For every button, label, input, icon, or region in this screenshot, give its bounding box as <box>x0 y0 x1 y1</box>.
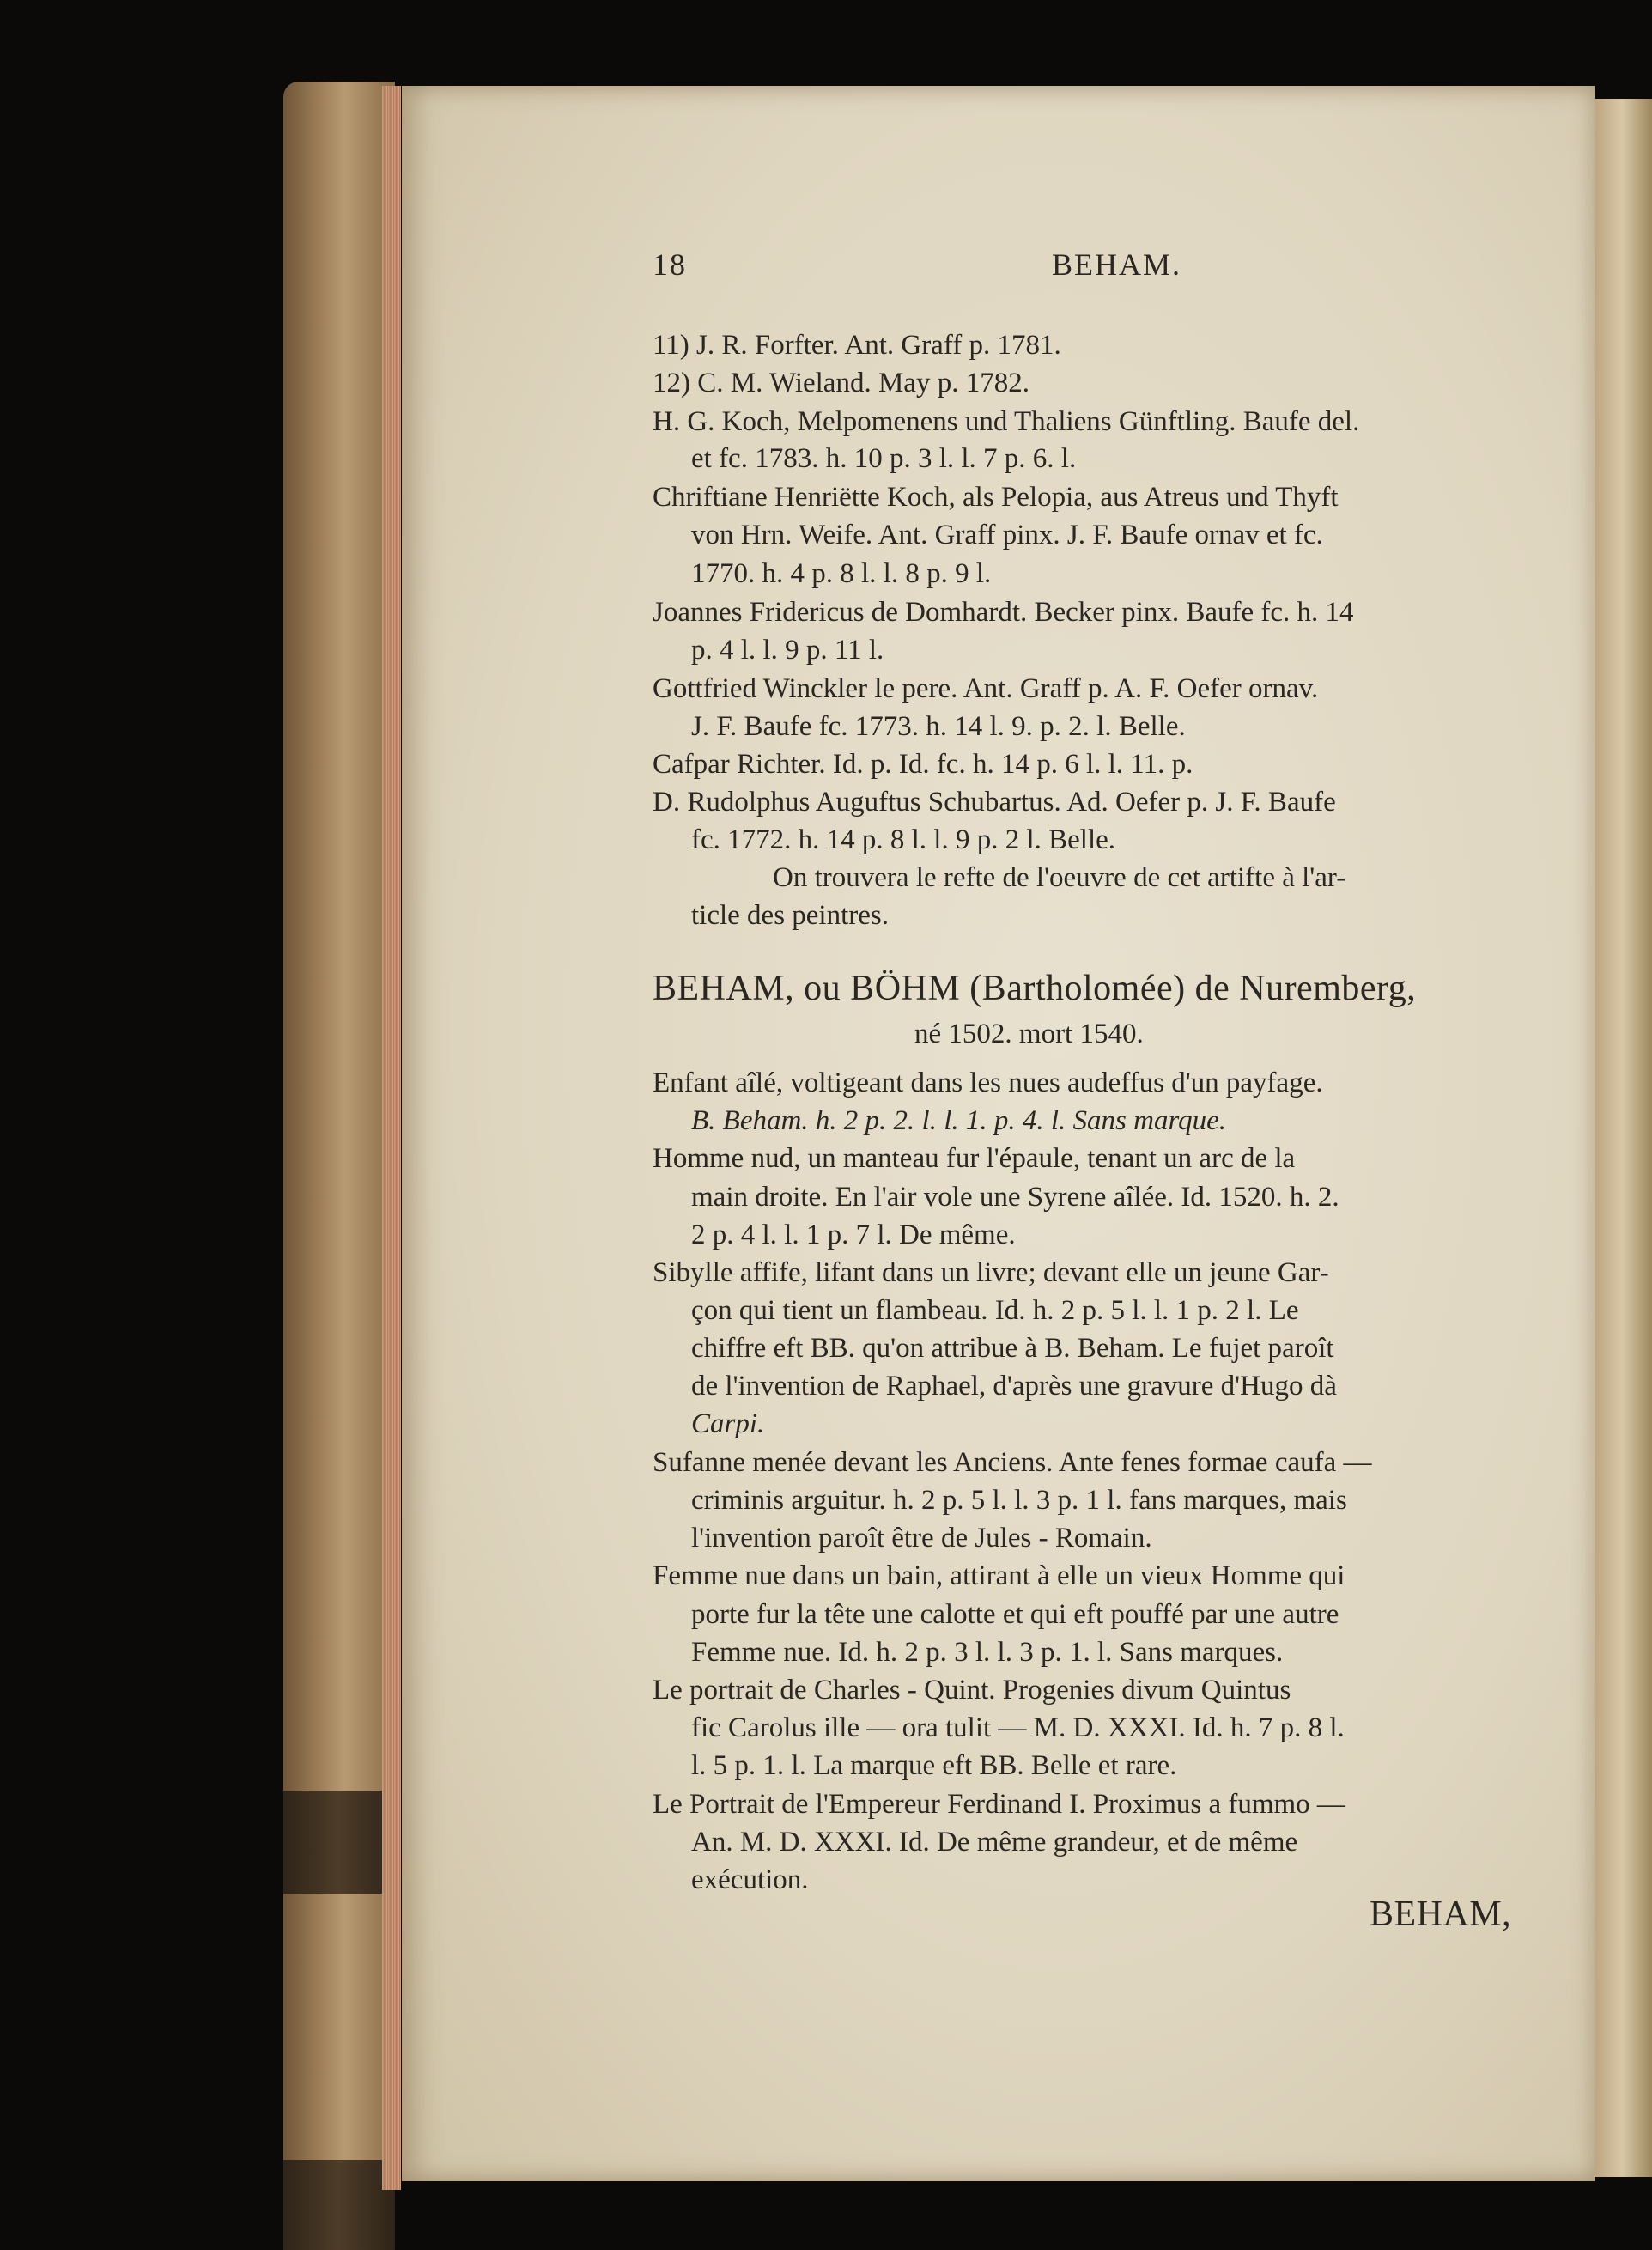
text-line: l'invention paroît être de Jules - Romain. <box>691 1523 1152 1554</box>
text-line: chiffre eft BB. qu'on attribue à B. Beham. Le fujet paroît <box>691 1333 1334 1364</box>
text-line: porte fur la tête une calotte et qui eft pouffé par une autre <box>691 1599 1339 1630</box>
text-line: 11) J. R. Forfter. Ant. Graff p. 1781. <box>653 330 1061 361</box>
text-line: çon qui tient un flambeau. Id. h. 2 p. 5 l. l. 1 p. 2 l. Le <box>691 1295 1299 1326</box>
running-title: BEHAM. <box>1052 247 1182 282</box>
text-line: de l'invention de Raphael, d'après une gravure d'Hugo dà <box>691 1371 1337 1402</box>
text-line: 1770. h. 4 p. 8 l. l. 8 p. 9 l. <box>691 558 992 589</box>
section-subheading: né 1502. mort 1540. <box>914 1019 1144 1049</box>
text-line: Joannes Fridericus de Domhardt. Becker pinx. Baufe fc. h. 14 <box>653 597 1354 628</box>
text-line: Sufanne menée devant les Anciens. Ante fenes formae caufa — <box>653 1447 1372 1478</box>
text-line: An. M. D. XXXI. Id. De même grandeur, et de même <box>691 1827 1298 1858</box>
text-line: Carpi. <box>691 1408 765 1439</box>
facing-page-edge <box>1593 99 1652 2177</box>
text-line: criminis arguitur. h. 2 p. 5 l. l. 3 p. 1 l. fans marques, mais <box>691 1485 1347 1516</box>
text-line: Enfant aîlé, voltigeant dans les nues audeffus d'un payfage. <box>653 1067 1323 1098</box>
text-line: 2 p. 4 l. l. 1 p. 7 l. De même. <box>691 1219 1016 1250</box>
text-line: fic Carolus ille — ora tulit — M. D. XXXI. Id. h. 7 p. 8 l. <box>691 1712 1345 1743</box>
text-line: l. 5 p. 1. l. La marque eft BB. Belle et rare. <box>691 1750 1177 1781</box>
catchword: BEHAM, <box>1370 1894 1512 1934</box>
text-line: Le Portrait de l'Empereur Ferdinand I. Proximus a fummo — <box>653 1789 1345 1820</box>
text-line: J. F. Baufe fc. 1773. h. 14 l. 9. p. 2. l. Belle. <box>691 711 1186 742</box>
binding-band <box>283 2160 395 2250</box>
page-number: 18 <box>653 247 687 282</box>
text-line: fc. 1772. h. 14 p. 8 l. l. 9 p. 2 l. Belle. <box>691 824 1116 855</box>
text-line: Gottfried Winckler le pere. Ant. Graff p. A. F. Oefer ornav. <box>653 673 1319 704</box>
text-line: Femme nue. Id. h. 2 p. 3 l. l. 3 p. 1. l. Sans marques. <box>691 1637 1284 1668</box>
text-line: H. G. Koch, Melpomenens und Thaliens Günftling. Baufe del. <box>653 406 1360 437</box>
text-line: ticle des peintres. <box>691 900 890 931</box>
text-line: p. 4 l. l. 9 p. 11 l. <box>691 635 884 666</box>
text-line: Le portrait de Charles - Quint. Progenies divum Quintus <box>653 1675 1291 1706</box>
text-line: 12) C. M. Wieland. May p. 1782. <box>653 368 1029 398</box>
text-line: main droite. En l'air vole une Syrene aîlée. Id. 1520. h. 2. <box>691 1182 1339 1213</box>
text-line: von Hrn. Weife. Ant. Graff pinx. J. F. Baufe ornav et fc. <box>691 520 1323 550</box>
book-binding <box>283 82 395 2203</box>
binding-band <box>283 1791 395 1894</box>
text-line: B. Beham. h. 2 p. 2. l. l. 1. p. 4. l. Sans marque. <box>691 1105 1226 1136</box>
text-line: Chriftiane Henriëtte Koch, als Pelopia, aus Atreus und Thyft <box>653 482 1339 513</box>
text-line: On trouvera le refte de l'oeuvre de cet artifte à l'ar- <box>773 862 1346 893</box>
text-line: et fc. 1783. h. 10 p. 3 l. l. 7 p. 6. l. <box>691 443 1077 474</box>
text-line: Cafpar Richter. Id. p. Id. fc. h. 14 p. 6 l. l. 11. p. <box>653 749 1193 780</box>
text-line: exécution. <box>691 1864 809 1895</box>
section-heading: BEHAM, ou BÖHM (Bartholomée) de Nuremberg, <box>653 969 1417 1008</box>
text-line: D. Rudolphus Auguftus Schubartus. Ad. Oefer p. J. F. Baufe <box>653 787 1336 818</box>
text-line: Sibylle affife, lifant dans un livre; devant elle un jeune Gar- <box>653 1257 1329 1288</box>
text-line: Femme nue dans un bain, attirant à elle un vieux Homme qui <box>653 1560 1345 1591</box>
page-edges <box>382 86 401 2190</box>
text-line: Homme nud, un manteau fur l'épaule, tenant un arc de la <box>653 1143 1296 1174</box>
